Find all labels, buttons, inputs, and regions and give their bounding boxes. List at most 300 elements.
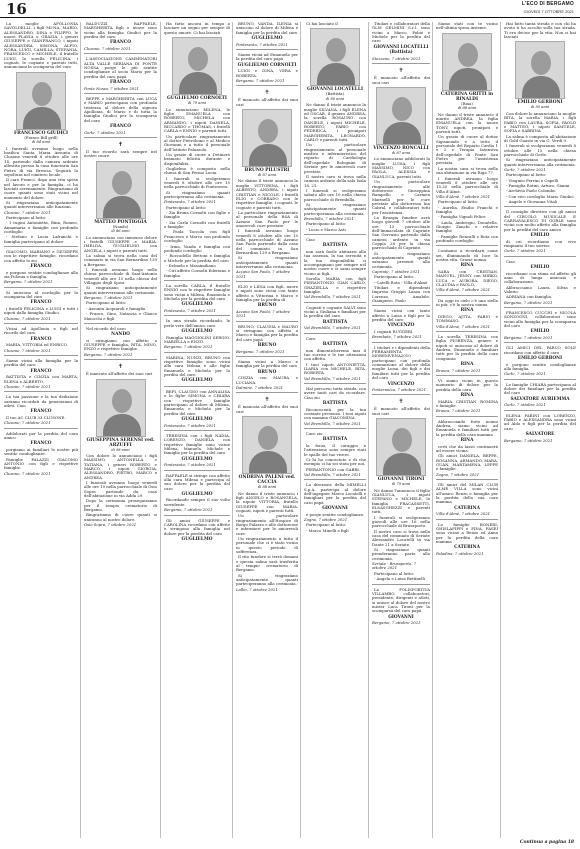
notice-text: - Famiglia Vignoli Felice (438, 214, 486, 220)
notice-signature: GUGLIELMO (181, 491, 213, 497)
notice-location-date: Gorle, 7 ottobre 2021 (504, 248, 546, 254)
notice-location-date: Brembilla, 7 ottobre 2021 (304, 215, 354, 221)
notice-signature: EMILIO (530, 233, 550, 239)
notice-divider (236, 85, 298, 86)
deceased-age: di 87 anni (391, 150, 411, 155)
notice-signature: VINCENZO (387, 323, 415, 329)
notice-text: Ne danno il triste annuncio i figli ANGELO e ROSANGELA, la nipote VITTORIA, fratello GIUSEPPE con MARIA, cognati, nipoti e parenti tutti. (236, 490, 298, 513)
notice-text: Si ringraziano quanti parteciperanno alla cerimonia. (164, 189, 230, 200)
notice-text: BATTISTA e CINZIA con MARTA, ELENA e ALBERTO. (4, 374, 78, 384)
notice-text: - Assunta Acquaroli e famiglia (86, 305, 146, 311)
notice-text: Caro zio (306, 431, 323, 436)
notice-divider (504, 307, 576, 308)
cross-icon: ✝ (398, 398, 404, 406)
notice-text: È mancato all'affetto dei suoi cari (236, 97, 298, 107)
notice-text: ELIO e LIDIA con figli, nuore e nipoti sono vicini con tanto affetto a Vittorina e Marco e famiglia per la perdita di (236, 284, 298, 303)
notice-location-date: Villa d'Almè, 7 ottobre 2021 (436, 287, 491, 293)
notice-text: Un particolare ringraziamento al personale medico e infermieristico del reparto di Cardiologia dell'ospedale Bolognini di Seriate per le amorevoli cure prestate. (304, 142, 366, 174)
notice-divider (164, 280, 230, 281)
notice-text: Il caro Franco, dopo una vita spesa nel lavoro e per la famiglia, ci ha lasciati serenamente. Ringraziamo di cuore quanti sono stati vicini nel momento del dolore. (4, 177, 78, 200)
notice-location-date: Bergamo, 7 ottobre 2021 (372, 620, 421, 626)
newspaper-name: L'ECO DI BERGAMO (521, 1, 574, 7)
notice-location-date: Brusca, 7 ottobre 2021 (436, 408, 481, 414)
notice-text: Vi siamo vicini in questo momento di dolore per la perdita della cara (436, 377, 498, 392)
notice-divider (436, 375, 498, 376)
notice-signature: GUGLIELMO (181, 416, 213, 422)
notice-text: Ringraziamo di cuore quanti si uniranno al nostro dolore. (84, 512, 157, 522)
notice-divider (436, 295, 498, 296)
portrait-photo (172, 37, 222, 95)
notice-text: e porgono sentite condoglianze alla famiglia. (504, 361, 576, 372)
notice-divider (236, 49, 298, 50)
notice-text: È mancato all'affetto dei suoi cari (372, 406, 430, 416)
notice-signature: GUGLIELMO CORNOLTI (237, 62, 297, 68)
notice-location-date: Val Brembilla, 7 ottobre 2021 (304, 472, 361, 477)
notice-text: Ciao (306, 236, 315, 242)
notice-location-date: Bergamo, 7 ottobre 2021 (84, 351, 133, 357)
notice-text: SARA con CRISTIAN, MANUEL, JENNY con MIRKO, LUCA e AURORA, DIEGO, CLAUDIA e PAOLO. (436, 268, 498, 287)
notice-location-date: Pontesesto, 7 ottobre 2021 (164, 422, 216, 428)
notice-signature: FRANCO (30, 441, 52, 447)
column-divider (500, 22, 501, 838)
notice-text: TERESINA con i figli NADIA, LORENZO, DANIELA con rispettive famiglie sono vicine Milena, Manuela, Michele e famiglie per la perdita del caro (164, 432, 230, 456)
deceased-name: VINCENZO RONCALLI (373, 145, 429, 151)
notice-divider (236, 321, 298, 322)
notice-divider (436, 245, 498, 246)
notice-text: La salma si trova nella casa del commiato in via San Bernardino 139 a Bergamo. (84, 253, 157, 267)
notice-text: Gli amici del MILAN CLUB ALME VILLA sono vicini all'amico Renzo e famiglia per la perdita della sua cara mamma (436, 482, 498, 505)
notice-text: Titolari e collaboratori della GLM GELMINI S.r.l. sono vicini a Marco, Fabio e Michele per la perdita del caro (372, 22, 430, 44)
notice-divider (164, 470, 230, 471)
notice-location-date: Gorle, 7 ottobre 2021 (504, 371, 546, 377)
notice-location-date: Villa d'Almè, 7 ottobre 2021 (436, 511, 491, 517)
notice-divider (164, 430, 230, 431)
notice-divider (436, 331, 498, 332)
notice-divider (436, 416, 498, 417)
notice-text: Un grazie di cuore al dottor Sigismondo e a tutto il personale del Reparto Cardio 1 e 2 e Terapia Intensiva dell'ospedale di Ponte San Pietro per l'assistenza prestata. (436, 134, 498, 166)
notice-location-date: Ponte Nossa, 7 ottobre 2021 (84, 85, 139, 91)
notice-signature: CATERINA (454, 505, 480, 511)
notice-divider (84, 359, 157, 360)
notice-signature: FRANCO (30, 336, 52, 342)
issue-date: GIOVEDÌ 7 OTTOBRE 2021 (523, 9, 574, 14)
notice-divider (304, 383, 366, 384)
notice-signature: BATTISTA (322, 401, 348, 407)
column-7 (436, 22, 498, 838)
notice-text: BEPI, CLAUDIO con ANNALISA e le figlie SIMONA e CHIARA con rispettive famiglie partecipano al dolore di Milena, Emanuela e Michela per la perdita del caro (164, 388, 230, 416)
deceased-age: di 87 anni (257, 172, 277, 177)
cross-icon: ✝ (117, 363, 124, 371)
deceased-age: di 86 anni (111, 229, 130, 234)
notice-divider (164, 352, 230, 353)
notice-text: Ciao (506, 258, 515, 264)
notice-text: L'ASSOCIAZIONE CAMMINATORI ALTA VALLE SERIANA DI PONTE NOSSA porge le più sentite condoglianze al socio Mario per la perdita del caro papà (84, 56, 157, 79)
notice-signature: FRANCO (109, 80, 132, 86)
portrait-photo (515, 41, 565, 99)
notice-text: Abbracciando forte nonno Andrea, siamo vicini ad Emanuela e familiari tutti per la perdita della cara mamma (436, 418, 498, 437)
notice-text: Un particolare ringraziamento alle dottoresse Giuseppina Rampello e Carmen Marinelli per le cure prestate alla dottoressa Ina Cabral, e collaboratori tutti per l'assistenza. (372, 179, 430, 215)
deceased-nickname: (Rina) (461, 100, 473, 106)
notice-location-date: Villa d'Almè, 7 ottobre 2021 (436, 193, 491, 199)
notice-divider (236, 281, 298, 282)
notice-text: Con dolore lo annunciano la moglie RITA, la sorella MARIA, i figli FABIO con LAURA, SOFIA, PAOLO e MATTEO, i nipoti SAMUELE, SOFIA e SABRINA. (504, 110, 576, 134)
column-8 (504, 22, 576, 838)
notice-location-date: Azzano San Paolo, 7 ottobre 2021 (236, 269, 291, 279)
notice-text: Partecipano al lutto: (506, 172, 547, 178)
notice-text: Ha fatto ancora in tempo a lasciare un segno per sempre di questo amore. Ci hai lasciati (164, 22, 230, 35)
notice-text: BRUNO, VANDA, ILENIA si uniscono al dolore di Milena e famiglia per la perdita del caro (236, 22, 298, 35)
notice-text: ADRIANA con famiglia. (506, 294, 553, 300)
notice-location-date: Bergamo, 7 ottobre 2021 (164, 344, 213, 350)
notice-divider (504, 410, 576, 411)
notice-location-date: Val Brembilla, 7 ottobre 2021 (304, 325, 361, 331)
notice-divider (372, 63, 430, 64)
notice-text: e porge sentite condoglianze. (306, 511, 365, 517)
notice-divider (504, 206, 576, 207)
notice-location-date: Clusone, 7 ottobre 2021 (4, 315, 51, 321)
notice-text: I funerali si svolgeranno sabato alle ore 10 nella chiesa parrocchiale di Brembilla. (304, 187, 366, 202)
notice-text: Addolorati per la perdita del caro amico (4, 430, 78, 440)
deceased-name: FRANCESCO GIUDICI (13, 130, 69, 136)
notice-text: ci stringiamo con affetto a GIUSEPPE e famiglia, RITA, MINO, ENZO e rispettive famiglie. (84, 337, 157, 352)
notice-text: Partecipano al lutto: (306, 522, 347, 528)
notice-text: Si ringraziano quanti prenderanno parte alla cerimonia. (372, 547, 430, 561)
notice-location-date: Clusone, 7 ottobre 2021 (4, 470, 51, 476)
notice-text: i fratelli FELICINA e LUIGI e tutti i nipoti dalla famiglia Giudici. (4, 305, 78, 316)
notice-location-date: Osio Sopra, 7 ottobre 2021 (84, 522, 137, 528)
notice-text: Dopo la cerimonia proseguiranno per il tempio crematorio di Bergamo. (84, 498, 157, 513)
column-divider (300, 22, 301, 838)
notice-text: È mancato all'affetto dei suoi cari (372, 75, 430, 85)
notice-text: DIEGO, AJTTA, FABIO e TOMMASO. (436, 313, 498, 324)
notice-signature: BATTISTA (322, 243, 348, 249)
notice-text: È mancata all'affetto dei suoi cari (236, 404, 298, 414)
deceased-nickname: (Nando) (112, 223, 129, 229)
notice-divider (372, 394, 430, 395)
notice-divider (304, 479, 366, 480)
notice-text: RAFFAELE si stringe con affetto alla cara Milena e partecipa al suo dolore per la perdita del caro (164, 472, 230, 491)
column-divider (432, 22, 433, 838)
notice-divider (236, 392, 298, 393)
deceased-name: GIOVANNI TIRONI (377, 477, 425, 483)
notice-text: Si ringraziano anticipatamente quanti interverranno alle cerimonie. (84, 285, 157, 295)
notice-text: MARIA, VITTORIA ed ENRICO. (6, 342, 68, 348)
deceased-age: di 79 anni (187, 101, 207, 106)
portrait-photo (242, 109, 292, 167)
deceased-age: di 95 anni (530, 105, 550, 110)
notice-location-date: Gorle, 7 ottobre 2021 (504, 402, 546, 408)
notice-text: - Catelli Rota - Villa d'Almè (374, 279, 428, 285)
notice-location-date: Dalmine, 7 ottobre 2021 (236, 384, 284, 390)
deceased-age: di 80 anni (325, 96, 345, 101)
notice-text: Siamo vicini a Marco e famiglia per la perdita del caro (236, 359, 298, 369)
notice-text: Ricordando sempre il suo volto sorridente. (164, 497, 230, 507)
notice-text: I funerali si svolgeranno venerdì 8 ottobre alle ore 15 nella parrocchiale di Pontesesto. (164, 175, 230, 190)
notice-text: Ne danno il triste annuncio la moglie VITTORINA, i figli ALBERTO, ANDREA, i nipoti CRISTIAN e NICOLE, i fratelli ELIO e CORRADO con le rispettive famiglie, i cognati, le cognate e parenti tutti. (236, 178, 298, 210)
notice-text: La nostra cara si trova nella sua abitazione in via Riga 77. (436, 165, 498, 176)
notice-location-date: Pontesesto, 7 ottobre 2021 (164, 462, 216, 468)
notice-divider (4, 287, 78, 288)
portrait-photo (376, 87, 426, 145)
notice-text: Partecipano al lutto: (86, 300, 127, 306)
notice-text: I cognati RUGGERI. (374, 329, 414, 335)
notice-text: - Ciri affetto Cornolti Ederiano e famiglia (164, 268, 230, 278)
notice-divider (164, 386, 230, 387)
notice-location-date: Gorle, 7 ottobre 2021 (504, 167, 546, 172)
cross-icon: ✝ (264, 89, 270, 97)
notice-location-date: Bergamo, 7 ottobre 2021 (4, 279, 53, 285)
notice-signature: EMILIO (530, 329, 550, 335)
notice-signature: GUGLIELMO (251, 36, 283, 42)
notice-text: - Con vivo cordoglio Mario Giudici (506, 193, 574, 199)
notice-text: Riconoscenti per la tua costante presenza. I tuoi nipoti con mamma GIACOMINA. (304, 406, 366, 421)
notice-text: - Roccadello Bettoni e famiglia e Michele per la perdita del caro (164, 253, 230, 263)
notice-signature: GUGLIELMO (181, 536, 213, 542)
notice-text: La salma è composta all'abitazione di Gold Guaste in via G. Verdi 9. (504, 133, 576, 143)
notice-text: BRUNO, CLAUDIA e MAURO si stringono con affetto a Marco e famiglia per la perdita del caro papà (236, 323, 298, 342)
notice-divider (84, 323, 157, 324)
notice-text: Hai percorso tutta strada, con avere tanti cari da ricordare. Ciao zio (304, 386, 366, 400)
notice-text: I funerali avranno luogo nella chiesa parrocchiale di Sant'Antonio venerdì alle ore 15 nella chiesa del Villaggio degli Sposi. (84, 267, 157, 286)
notice-text: - Marco Minelli e figli (306, 527, 349, 533)
notice-text: La POLISPORTIVA VILLAMBO, collaboratori, presidente, dirigenti e atleti, si unisce al dolore del nostro mister Luca Tironi per la scomparsa del caro papà (372, 586, 430, 614)
column-2 (84, 22, 157, 838)
notice-location-date: Brusca, 7 ottobre 2021 (436, 367, 481, 373)
notice-text: Siamo vicini alla famiglia per la perdita del caro (4, 357, 78, 368)
notice-text: - Franco, Gino, Natascia e Glauco Maiocchi e figli (84, 311, 157, 321)
notice-signature: SALVATORE (525, 432, 555, 438)
notice-location-date: Brembate, 7 ottobre 2021 (372, 334, 422, 340)
notice-divider (84, 53, 157, 54)
notice-signature: GIOVANNI (322, 506, 348, 512)
notice-text: In una strada ricordando, le perle vere dell'amico caro (164, 318, 230, 328)
notice-signature: GUGLIELMO (181, 378, 213, 384)
notice-divider (504, 379, 576, 380)
notice-text: I funerali avranno luogo venerdì alle ore 10 nella parrocchiale di Osio Sopra partendo da casa dell'abitazione in via Adda 29. (84, 480, 157, 499)
notice-location-date: Bergamo, 7 ottobre 2021 (504, 335, 553, 341)
notice-text: - Delmelo e Massimiliano (166, 262, 216, 268)
notice-signature: EMILIO (530, 265, 550, 271)
notice-text: MARINA, NUNZI, BRUNO con rispettive famiglie sono vicini alla cara Milena e alle figlie Emanuela e Michela per la perdita del caro (164, 354, 230, 377)
notice-text: Nel ricordo del caro (86, 325, 126, 331)
notice-location-date: Bergamo, 7 ottobre 2021 (164, 507, 213, 513)
notice-text: GLI AMICI DEL PARCO SOLE ricordano con affetto il caro (504, 345, 576, 355)
notice-text: Un ringraziamento a tutto il personale che ci è stato vicino in questo periodo di sofferenza. (236, 535, 298, 554)
notice-text: Partecipano al lutto: (6, 214, 47, 220)
notice-signature: BATTISTA (322, 319, 348, 325)
notice-text: Il nostro caro si trova nella camera ardente della sala Isala 18, 21. (304, 173, 366, 188)
notice-text: I tuoi nipoti ANTONIETTA, ILARIA con MICHELE, RITA, ROBERTA. (304, 361, 366, 376)
notice-text: LUIGI e DINA, VERA e ROBERTA. (236, 68, 298, 78)
notice-location-date: Pontesesto, 7 ottobre 2021 (164, 199, 216, 205)
notice-text: - Lucio e Marco Asti (306, 226, 346, 232)
notice-text: Si ringraziano anticipatamente quanti interverranno alla cerimonia. (236, 255, 298, 269)
notice-divider (504, 342, 576, 343)
notice-location-date: Clusone, 7 ottobre 2021 (4, 420, 51, 426)
notice-location-date: Clusone, 7 ottobre 2021 (4, 347, 51, 353)
notice-location-date: Clusone, 7 ottobre 2021 (4, 209, 51, 215)
notice-text: I funerali si svolgeranno giovedì alle ore 16 nella parrocchiale di Brusaporto. (372, 514, 430, 529)
notice-signature: GUGLIELMO (181, 328, 213, 334)
notice-text: FRANCESCO CUCCHI e NICOLA SONZOGNI, collaboratori sono vicini alla famiglia per la scomparsa del caro (504, 310, 576, 329)
notice-text: - Angela e Luisa Bettinelli (374, 576, 425, 582)
portrait-photo (442, 33, 492, 91)
notice-text: Siamo vicini con tanto affetto a Luisa e figli per la perdita del caro (372, 308, 430, 323)
notice-text: Il tuo AC CLUB 33 CLUSONE. (6, 414, 66, 420)
notice-divider (4, 246, 78, 247)
deceased-name: MATTEO PONTIGGIA (94, 219, 147, 225)
notice-location-date: Val Brembilla, 7 ottobre 2021 (304, 294, 361, 300)
deceased-name: GIUSEPPINA SERENSI ved. ARZUFFI (86, 437, 155, 448)
deceased-name: GIOVANNI LOCATELLI (306, 87, 364, 93)
notice-divider (372, 305, 430, 306)
notice-text: È mancato all'affetto dei suoi cari (86, 371, 153, 377)
deceased-age: di 88 anni (257, 485, 277, 489)
continuation-note: Continua a pagina 18 (519, 840, 574, 845)
notice-text: Partecipano al lutto: (306, 221, 347, 227)
notice-text: - Zia Bruna Cornolti con figlie e famiglie (164, 210, 230, 220)
column-5 (304, 22, 366, 838)
notice-text: certi che da lassù continuerà ad essere vicina. (436, 443, 498, 453)
deceased-name: ONDRINA PALENI ved. CACCIA (238, 475, 296, 485)
notice-signature: BRUNO (257, 369, 277, 375)
deceased-age: di 98 anni (111, 447, 130, 452)
notice-signature: BATTISTA (322, 342, 348, 347)
notice-signature: SALVATORE AURIEMMA (510, 396, 570, 402)
deceased-name: CATERINA GRITTI in RINALDI (440, 91, 494, 102)
deceased-name: GUGLIELMO CORNOLTI (167, 96, 227, 102)
notice-divider (504, 256, 576, 257)
notice-text: Vicini ad Apollonia e figli nel ricordo del caro (4, 325, 78, 336)
notice-text: Contiamo a ricordarti come sei, illuminando di luce la nostra vita. Grazie nonna. (436, 248, 498, 262)
notice-divider (84, 137, 157, 138)
notice-location-date: Bergamo, 7 ottobre 2021 (84, 295, 133, 301)
notice-divider (4, 428, 78, 429)
column-6 (372, 22, 430, 838)
notice-text: I funerali avranno luogo nella basilica Santa Maria Assunta di Clusone venerdì 8 ottobre alle ore 14, partendo dalla camera ardente allestita presso la casa funeraria San Pietro di via Brescia. Seguirà la sepoltura nel cimitero locale. (4, 145, 78, 177)
notice-text: Caro (306, 335, 316, 341)
notice-text: Famiglia MAGGIOLINI SERGIO, MARIELLA e ENZO. (164, 334, 230, 344)
notice-signature: EMILIO GERBONI (517, 356, 563, 362)
notice-signature: RINA (460, 393, 474, 398)
notice-divider (236, 356, 298, 357)
notice-text: - Angelo e Giovanna Vitali (506, 199, 558, 205)
notice-text: Lo annunciano addolorati la moglie LUISA, i figli MASSIMO, NICO con PAOLA, ALESSIA e GIANLUCA, parenti tutti. (372, 156, 430, 179)
notice-text: Il nostro caro si trova nella casa del commiato di Seriate Alessandro Locatelli in via Dante 21 a Seriate. (372, 528, 430, 547)
notice-text: - Stefano e Lucia Lafranchi e famiglia partecipano al dolore (4, 234, 78, 244)
cross-icon: ✝ (398, 67, 404, 75)
notice-text: BALDUZZI RAFFAELE, MARGHERITA figli e nuove sono vicini alla famiglia Giudici per la perdita del caro (84, 22, 157, 40)
notice-text: Abbracciamo Laura, Silvia e Valerio. (504, 284, 576, 295)
notice-text: GIACOMO, MARIANO e GIUSEPPE con le rispettive famiglie, ricordano con affetto lo zio (4, 249, 78, 263)
notice-signature: FRANCO (109, 124, 132, 130)
notice-text: - Paola Taccola con figli Francesco e Marco con profondo cordoglio (164, 229, 230, 244)
notice-text: Da oggi in cielo c'è una stella in più: c'è la nostra nonna (436, 297, 498, 307)
notice-text: Ne danno il triste annuncio la moglie SILVANA, i figli ELENA ed OSCAR, il genero ANDREA, la sorella ROSAURO con DANIELE, i nipoti MICHELE, ROBERTO, FABIO con FEDERICA, i pronipoti MARGHERITA, LEONARDO, CARLO e parenti tutti. (304, 102, 366, 143)
notice-text: Siamo vicini ad Emanuela per la perdita del caro papà (236, 51, 298, 62)
notice-location-date: Paladina, 7 ottobre 2021 (436, 550, 484, 556)
notice-signature: FRANCO (30, 409, 52, 415)
notice-text: Con dolore lo annunciano i figli MASSIMO, ANTONELLA e TATIANA, i generi ROBERTO e MARCO, i nipoti GIORGIA, ALESSANDRO, PIETRO, MARCO e ANDREA. (84, 453, 157, 480)
notice-location-date: Gorle, 7 ottobre 2021 (84, 129, 126, 135)
notice-text: - Famiglie Roncalli e Rota con profondo cordoglio (436, 233, 498, 243)
notice-text: Gli amici DANIELA, BEPPE, ROSANNA, ARMANDO, MARA, GUAN, MARTAMENA, LEPPE e famiglie. (436, 453, 498, 472)
notice-text: Guglielmo è composto nella chiesa di San Fermo Lucia. (164, 166, 230, 176)
notice-signature: FRANCO (30, 264, 52, 270)
portrait-photo (96, 161, 146, 219)
notice-signature: GUGLIELMO (181, 456, 213, 462)
notice-text: I funerali avranno luogo venerdì 8 ottobre alle ore 15.30 nella parrocchiale di Villa d'Almè. (436, 175, 498, 194)
notice-signature: CATERINA (454, 545, 480, 551)
notice-text: I titolari e i dipendenti della FERRAMENTA MOREMVENA2010 partecipano con profonda commozione al dolore della moglie Luisa, dei figli e dei familiari tutti per la perdita del caro (372, 344, 430, 381)
notice-text: - I cugini Antonietta, Bina, Romeo, Annamaria e famiglie con profondo cordoglio (4, 220, 78, 234)
notice-text: Si ringraziano anticipatamente quanti parteciperanno alla cerimonia. (304, 201, 366, 216)
notice-location-date: Clusone, 7 ottobre 2021 (4, 383, 51, 389)
notice-text: Le famiglie BONERI, GHISLAFIPPI e FINA, FASEI sono vicine a Renzo ed Anna per la perdita della cara mamma (436, 521, 498, 545)
notice-signature: RINA (460, 308, 474, 314)
notice-location-date: Pontesesto, 7 ottobre 2021 (236, 41, 288, 47)
deceased-nickname: (Battista) (325, 91, 345, 97)
notice-signature: FRANCO (30, 300, 52, 306)
column-divider (80, 22, 81, 838)
cross-icon: ✝ (264, 396, 270, 404)
notice-signature: RINA (460, 362, 474, 368)
notice-text: CINZIA con MAURA e LUCIANA. (236, 375, 298, 385)
notice-text: Si ringraziano anticipatamente quanti interverranno alla cerimonia. (504, 157, 576, 167)
notice-text: - Archivio Paolo Colombo (506, 188, 556, 194)
notice-location-date: Val Brembilla, 7 ottobre 2021 (304, 420, 361, 426)
notice-signature: FRANCO (109, 40, 132, 46)
notice-text: Titolari e dipendenti Impresa Gruppo Lanza con Lorenzo, Amabile, Giampiero, Paolo (372, 285, 430, 304)
page-number: 16 (6, 0, 27, 18)
notice-text: - Irma, Vanda e famiglia con profondo cordoglio (164, 243, 230, 253)
notice-divider (372, 584, 430, 585)
notice-location-date: Azzano San Paolo, 7 ottobre 2021 (236, 309, 291, 319)
portrait-photo (310, 28, 360, 86)
column-divider (232, 22, 233, 838)
notice-signature: RINA (460, 438, 474, 443)
deceased-age: di 79 anni (391, 482, 411, 487)
deceased-name: EMILIO GERBONI (517, 100, 563, 106)
notice-text: I funerali si svolgeranno venerdì 8 ottobre alle 15 nella chiesa parrocchiale di Gorle. (504, 143, 576, 157)
notice-divider (304, 234, 366, 235)
notice-location-date: Clusone, 7 ottobre 2021 (84, 45, 131, 51)
notice-divider (4, 391, 78, 392)
notice-signature: GIOVANNI (388, 614, 414, 620)
notice-text: Un grazie di cuore a Detinerò bramato felicità durante e disponibilità. (164, 151, 230, 166)
portrait-photo (96, 379, 146, 437)
notice-location-date: Bergamo, 7 ottobre 2021 (236, 77, 285, 83)
notice-text: Famiglie PALAZZI GIACOMO ANTONIO con figli e rispettive famiglie. (4, 456, 78, 471)
notice-text: Partecipano al lutto: (438, 199, 479, 205)
notice-signature: GIOVANNI LOCATELLI (Battista) (373, 44, 429, 56)
notice-text: di cui ricordiamo con vivo rimpianto il tuo sorriso. (504, 238, 576, 249)
notice-text: Si ringraziano anticipatamente quanti parteciperanno alla cerimonia. (236, 572, 298, 587)
column-divider (160, 22, 161, 838)
notice-signature: BRUNO (257, 343, 277, 349)
notice-divider (436, 479, 498, 480)
notice-text: Ci hai lasciato il (306, 22, 338, 26)
notice-text: Ne danno l'annuncio il figlio GIANLUCA, i nipoti STEFANO e MICHELE, la famiglia FRACASSETTI, ELSASGHEZZI e parenti tutti. (372, 487, 430, 515)
portrait-photo (376, 418, 426, 476)
notice-text: La direzione della MIMELLI S.p.A. partecipa al dolore dell'ingegner Marco Locatelli e famigliari per la perdita del caro papà (304, 482, 366, 505)
notice-text: La moglie APOLLONIA SAVOLDELLI, i figli MI-NA, MARIO, ALESSANDRO, DINA e FILIPPO, le nuore FLAVIA e GRAZIA, i generi GIUSEPPE e GIANFRANCO, i nipoti ALESSANDRA, SIMONA, ALFIO, NORA, LUIGI, CAMILLA, STEFANIA, FRANCESCO e MICHELE, il fratello LUIGI, la sorella FELICINA, i cognati, le cognate e parenti tutti, annunciano la scomparsa del caro (4, 22, 78, 70)
notice-location-date: Zogno, 7 ottobre 2021 (436, 471, 480, 477)
column-divider (368, 22, 369, 838)
notice-signature: GUGLIELMO (181, 302, 213, 308)
notice-text: I funerali avranno luogo venerdì 8 ottobre alle ore 15 nella parrocchiale di Azzano San Paolo partendo dalla casa del commiato in San Bernardino 139 a Bergamo. (236, 228, 298, 255)
notice-text: Le famiglie CHIARA partecipano al dolore dei familiari per la perdita del caro (504, 381, 576, 396)
